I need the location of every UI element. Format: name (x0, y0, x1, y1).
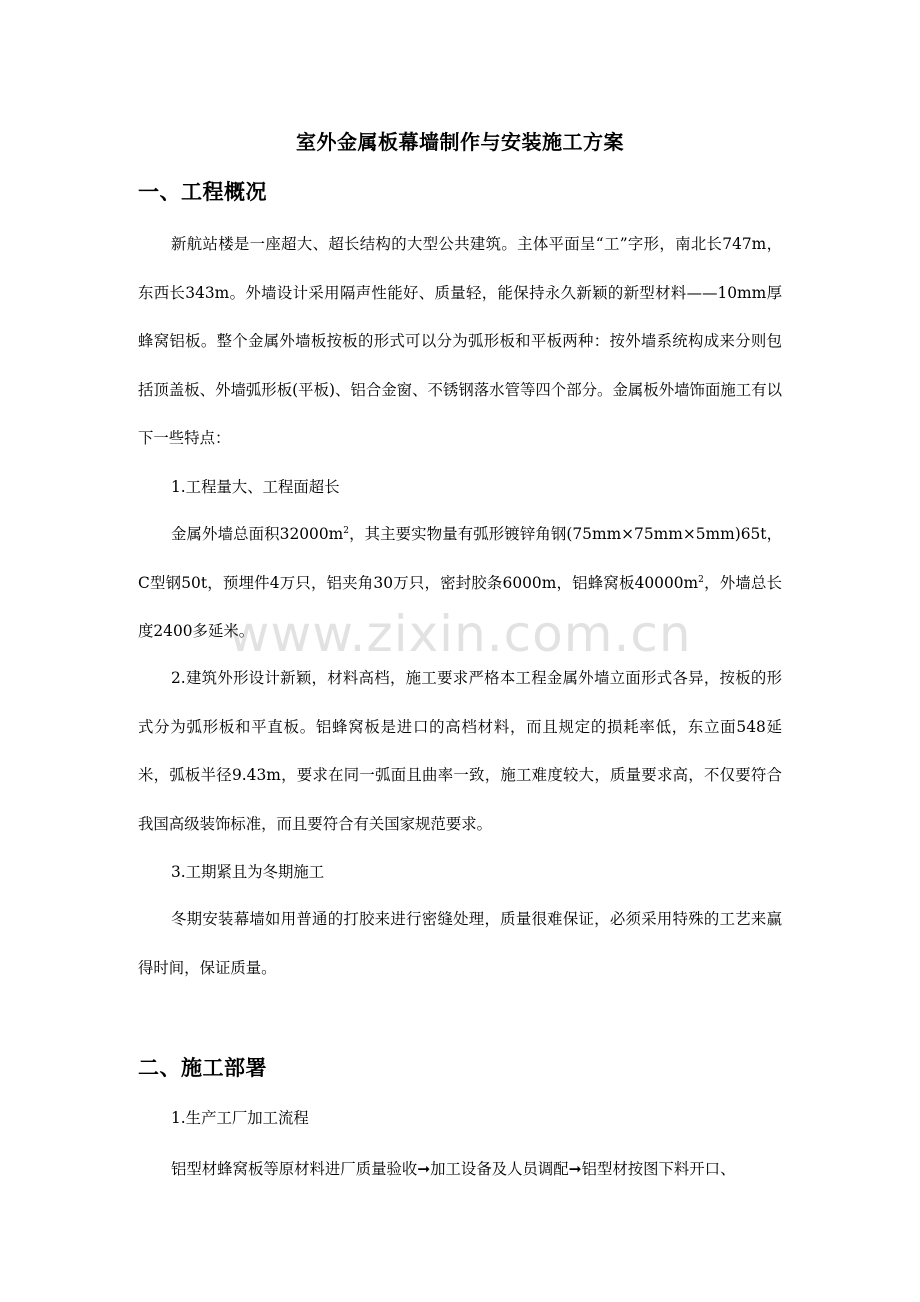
point1-sup-b: 2 (698, 574, 704, 585)
watermark: www.zixin.com.cn (228, 605, 692, 663)
point1-paragraph (138, 510, 782, 656)
point3-title: 3.工期紧且为冬期施工 (171, 863, 325, 881)
document-title: 室外金属板幕墙制作与安装施工方案 (296, 130, 624, 154)
point1-text-b: ，其主要实物量有弧形镀锌角钢(75mm×75mm×5mm)65t，C型钢50t，预埋件4万只，铝夹角30万只，密封胶条6000m，铝蜂窝板40000m (138, 525, 783, 592)
point1-text-a: 金属外墙总面积32000m (171, 525, 344, 543)
section1-intro-paragraph: 新航站楼是一座超大、超长结构的大型公共建筑。主体平面呈“工”字形，南北长747m，东西长343m。外墙设计采用隔声性能好、质量轻，能保持永久新颖的新型材料——10mm厚蜂窝铝板。整个金属外墙板按板的形式可以分为弧形板和平板两种：按外墙系统构成来分则包括顶盖板、外墙弧形板(平板)、铝合金窗、不锈钢落水管等四个部分。金属板外墙饰面施工有以下一些特点： (138, 235, 782, 447)
section2-point1-title: 1.生产工厂加工流程 (171, 1109, 309, 1127)
process-flow-text: 铝型材蜂窝板等原材料进厂质量验收➞加工设备及人员调配➞铝型材按图下料开口、 (171, 1160, 736, 1178)
point1-text-c: ，外墙总长度2400多延米。 (138, 573, 782, 640)
point1-sup-a: 2 (343, 525, 349, 536)
point2-paragraph: 2.建筑外形设计新颖，材料高档，施工要求严格本工程金属外墙立面形式各异，按板的形式分为弧形板和平直板。铝蜂窝板是进口的高档材料，而且规定的损耗率低，东立面548延米，弧板半径9.43m，要求在同一弧面且曲率一致，施工难度较大，质量要求高，不仅要符合我国高级装饰标准，而且要符合有关国家规范要求。 (138, 669, 782, 833)
section2-heading: 二、施工部署 (138, 1055, 267, 1080)
section1-heading: 一、工程概况 (138, 179, 267, 204)
point1-title: 1.工程量大、工程面超长 (171, 478, 340, 496)
point3-paragraph: 冬期安装幕墙如用普通的打胶来进行密缝处理，质量很难保证，必须采用特殊的工艺来赢得时间，保证质量。 (138, 910, 782, 977)
